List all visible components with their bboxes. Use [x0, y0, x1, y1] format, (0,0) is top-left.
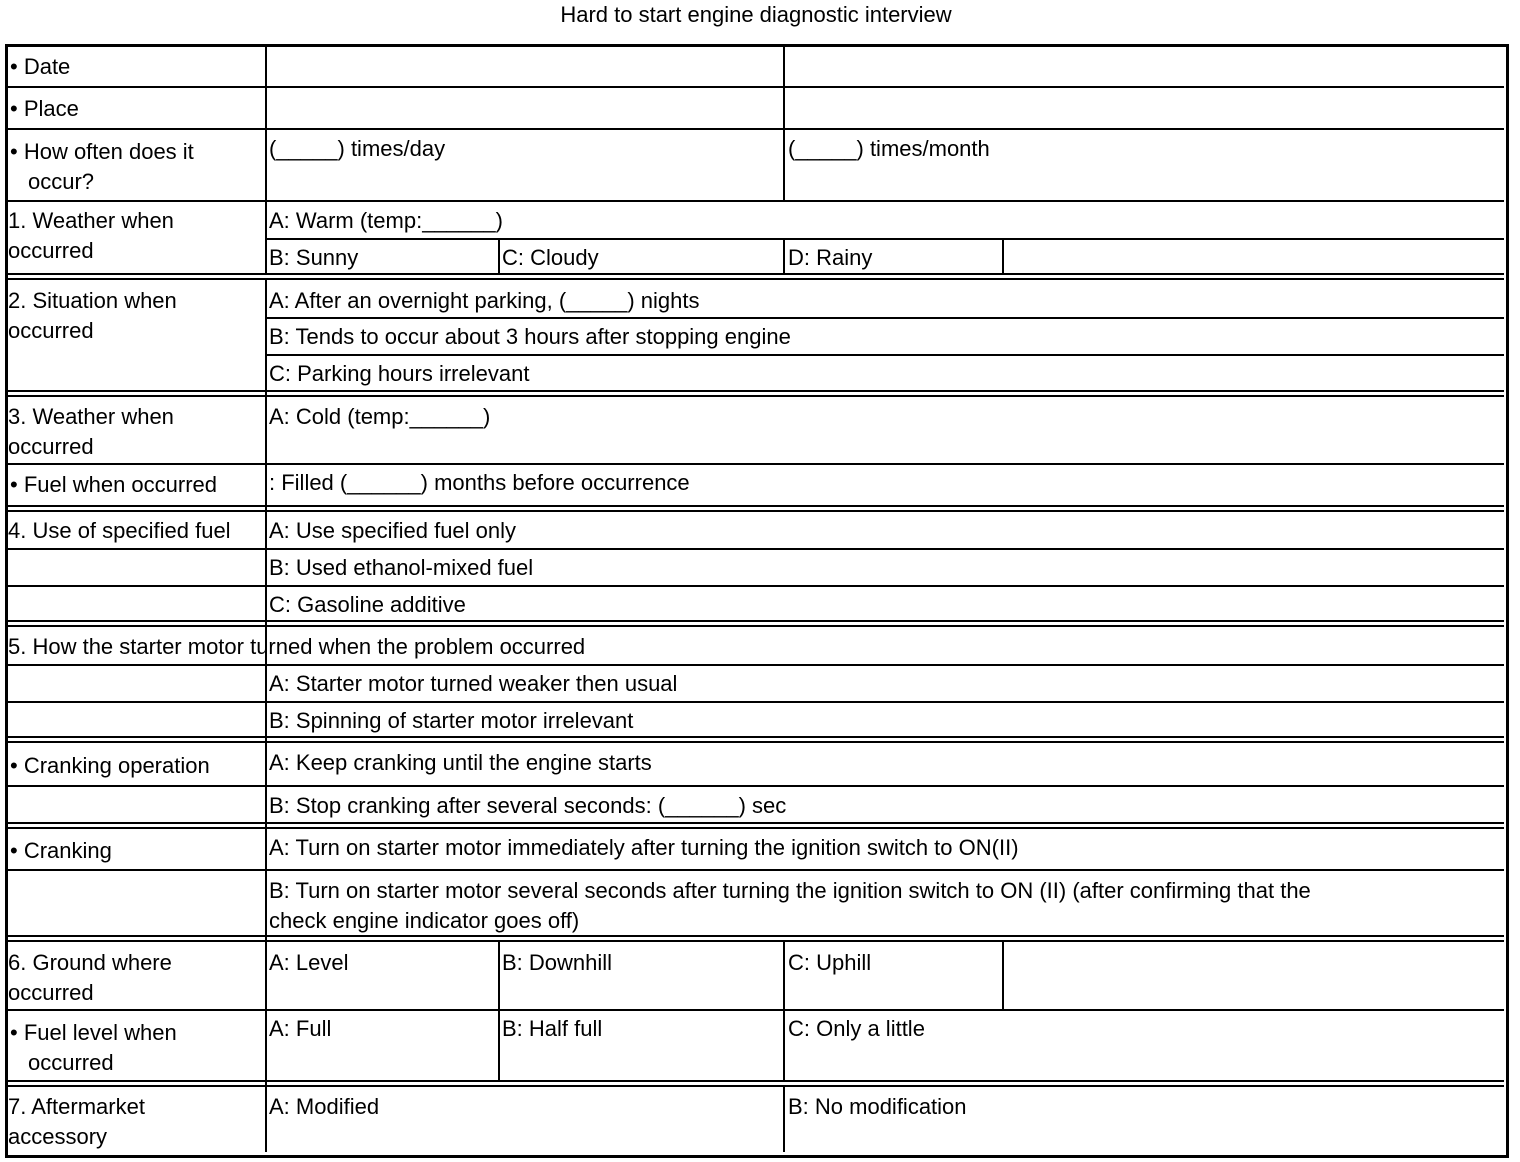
column-divider: [783, 239, 785, 274]
weather1-option-b: B: Sunny: [269, 245, 359, 270]
fuel-when-value: : Filled (______) months before occurrence: [269, 470, 690, 495]
cranking-label: • Cranking: [10, 838, 112, 863]
ground-option-b: B: Downhill: [502, 950, 613, 975]
row-divider: [8, 86, 1504, 88]
cranking-op-option-b: B: Stop cranking after several seconds: (______) sec: [269, 793, 787, 818]
interview-form-table: [5, 44, 1509, 1158]
section-divider: [8, 505, 1504, 512]
column-divider: [1002, 942, 1004, 1010]
frequency-label-cont: occur?: [28, 169, 95, 194]
column-divider: [498, 942, 500, 1081]
frequency-per-day: (_____) times/day: [269, 136, 446, 161]
aftermarket-label-cont: accessory: [8, 1124, 108, 1149]
weather3-label-cont: occurred: [8, 434, 94, 459]
row-divider: [8, 785, 1504, 787]
weather1-label: 1. Weather when: [8, 208, 174, 233]
fuel-spec-option-b: B: Used ethanol-mixed fuel: [269, 555, 534, 580]
fuel-level-label-cont: occurred: [28, 1050, 114, 1075]
fuel-spec-option-a: A: Use specified fuel only: [269, 518, 517, 543]
row-divider: [8, 200, 1504, 202]
situation-option-b: B: Tends to occur about 3 hours after stopping engine: [269, 324, 791, 349]
ground-option-a: A: Level: [269, 950, 349, 975]
row-divider: [8, 1009, 1504, 1011]
weather1-label-cont: occurred: [8, 238, 94, 263]
frequency-per-month: (_____) times/month: [788, 136, 990, 161]
situation-option-a: A: After an overnight parking, (_____) nights: [269, 288, 700, 313]
starter-label: 5. How the starter motor turned when the problem occurred: [8, 634, 586, 659]
place-label: • Place: [10, 96, 79, 121]
row-divider: [8, 701, 1504, 703]
cranking-option-b-cont: check engine indicator goes off): [269, 908, 580, 933]
situation-label-cont: occurred: [8, 318, 94, 343]
fuel-level-label: • Fuel level when: [10, 1020, 177, 1045]
column-divider: [265, 47, 267, 273]
cranking-option-b: B: Turn on starter motor several seconds after turning the ignition switch to ON (II) (after confirming that the: [269, 878, 1311, 903]
section-divider: [8, 1080, 1504, 1087]
fuel-spec-option-c: C: Gasoline additive: [269, 592, 466, 617]
row-divider: [267, 317, 1504, 319]
ground-label-cont: occurred: [8, 980, 94, 1005]
aftermarket-option-a: A: Modified: [269, 1094, 380, 1119]
section-divider: [8, 822, 1504, 829]
section-divider: [8, 736, 1504, 743]
cranking-option-a: A: Turn on starter motor immediately after turning the ignition switch to ON(II): [269, 835, 1019, 860]
ground-label: 6. Ground where: [8, 950, 172, 975]
fuel-level-option-a: A: Full: [269, 1016, 332, 1041]
situation-label: 2. Situation when: [8, 288, 177, 313]
frequency-label: • How often does it: [10, 139, 194, 164]
row-divider: [267, 238, 1504, 240]
ground-option-c: C: Uphill: [788, 950, 872, 975]
weather1-option-c: C: Cloudy: [502, 245, 599, 270]
column-divider: [783, 942, 785, 1081]
starter-option-a: A: Starter motor turned weaker then usual: [269, 671, 678, 696]
starter-option-b: B: Spinning of starter motor irrelevant: [269, 708, 634, 733]
column-divider: [783, 1087, 785, 1152]
column-divider: [265, 743, 267, 1152]
row-divider: [8, 664, 1504, 666]
row-divider: [8, 869, 1504, 871]
fuel-when-label: • Fuel when occurred: [10, 472, 218, 497]
section-divider: [8, 935, 1504, 942]
weather1-option-a: A: Warm (temp:______): [269, 208, 503, 233]
fuel-spec-label: 4. Use of specified fuel: [8, 518, 231, 543]
page-title: Hard to start engine diagnostic interview: [560, 2, 952, 27]
section-divider: [8, 273, 1504, 280]
column-divider: [498, 239, 500, 274]
weather3-option-a: A: Cold (temp:______): [269, 404, 491, 429]
cranking-op-label: • Cranking operation: [10, 753, 210, 778]
weather3-label: 3. Weather when: [8, 404, 174, 429]
weather1-option-d: D: Rainy: [788, 245, 873, 270]
row-divider: [8, 463, 1504, 465]
aftermarket-label: 7. Aftermarket: [8, 1094, 145, 1119]
date-label: • Date: [10, 54, 71, 79]
section-divider: [8, 620, 1504, 627]
row-divider: [8, 548, 1504, 550]
column-divider: [783, 47, 785, 201]
situation-option-c: C: Parking hours irrelevant: [269, 361, 530, 386]
row-divider: [267, 354, 1504, 356]
row-divider: [8, 128, 1504, 130]
column-divider: [1002, 239, 1004, 274]
fuel-level-option-b: B: Half full: [502, 1016, 603, 1041]
section-divider: [8, 390, 1504, 397]
cranking-op-option-a: A: Keep cranking until the engine starts: [269, 750, 652, 775]
fuel-level-option-c: C: Only a little: [788, 1016, 925, 1041]
row-divider: [8, 585, 1504, 587]
aftermarket-option-b: B: No modification: [788, 1094, 967, 1119]
